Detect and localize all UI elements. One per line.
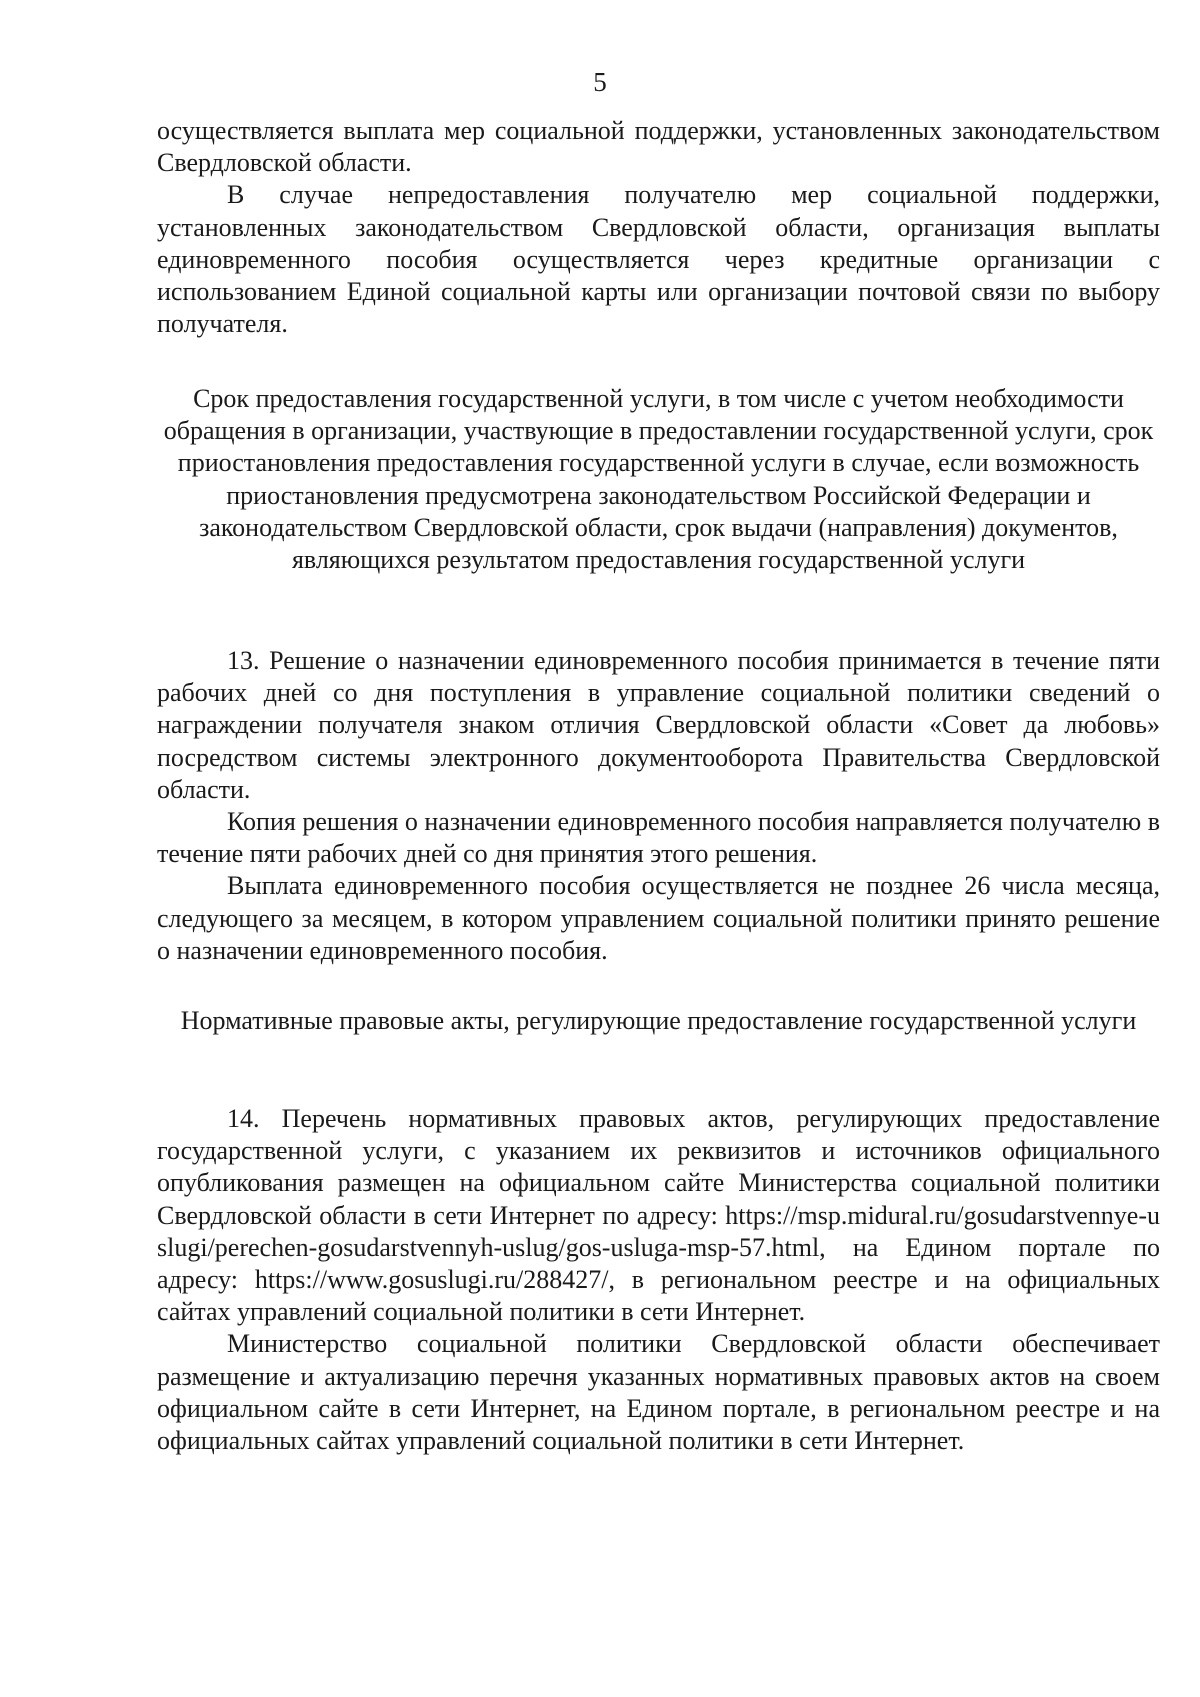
section-heading-service-term: Срок предоставления государственной услуги, в том числе с учетом необходимости обращения в организации, участвующие в предоставлении государственной услуги, срок приостановления предоставления государственной услуги в случае, если возможность приостановления предусмотрена законодательством Российской Федерации и законодательством Свердловской области, срок выдачи (направления) документов, являющихся результатом предоставления государственной услуги xyxy=(163,384,1154,575)
paragraph-ministry-updates: Министерство социальной политики Свердловской области обеспечивает размещение и актуализацию перечня указанных нормативных правовых актов на своем официальном сайте в сети Интернет, на Едином портале, в региональном реестре и на официальных сайтах управлений социальной политики в сети Интернет. xyxy=(157,1329,1160,1456)
page-number: 5 xyxy=(593,67,607,97)
section-heading-legal-acts: Нормативные правовые акты, регулирующие предоставление государственной услуги xyxy=(180,1006,1137,1035)
paragraph-continuation: осуществляется выплата мер социальной поддержки, установленных законодательством Свердловской области. xyxy=(157,116,1160,178)
paragraph-13-decision: 13. Решение о назначении единовременного пособия принимается в течение пяти рабочих дней со дня поступления в управление социальной политики сведений о награждении получателя знаком отличия Свердловской области «Совет да любовь» посредством системы электронного документооборота Правительства Свердловской области. xyxy=(157,646,1160,804)
paragraph-decision-copy: Копия решения о назначении единовременного пособия направляется получателю в течение пяти рабочих дней со дня принятия этого решения. xyxy=(157,807,1160,869)
msp-website-link: https://msp.midural.ru/gosudarstvennye-uslugi/perechen-gosudarstvennyh-uslug/gos-usluga-msp-57.html, xyxy=(157,1200,1160,1262)
paragraph-14-rest: на Едином портале по адресу: https://www.gosuslugi.ru/288427/, в региональном реестре и на официальных сайтах управлений социальной политики в сети Интернет. xyxy=(157,1232,1160,1327)
paragraph-block-payment xyxy=(157,115,1160,340)
paragraph-block-13 xyxy=(157,645,1160,967)
paragraph-14-intro: 14. Перечень нормативных правовых актов, регулирующих предоставление государственной услуги, с указанием их реквизитов и источников официального опубликования размещен на официальном сайте Министерства социальной политики Свердловской области в сети Интернет по адресу: xyxy=(157,1104,1160,1230)
paragraph-block-14 xyxy=(157,1103,1160,1457)
paragraph-payment-method: В случае непредоставления получателю мер социальной поддержки, установленных законодательством Свердловской области, организация выплаты единовременного пособия осуществляется через кредитные организации с использованием Единой социальной карты или организации почтовой связи по выбору получателя. xyxy=(157,180,1160,339)
paragraph-14-legal-acts-list xyxy=(157,1103,1160,1328)
paragraph-payment-deadline: Выплата единовременного пособия осуществляется не позднее 26 числа месяца, следующего за месяцем, в котором управлением социальной политики принято решение о назначении единовременного пособия. xyxy=(157,871,1160,965)
